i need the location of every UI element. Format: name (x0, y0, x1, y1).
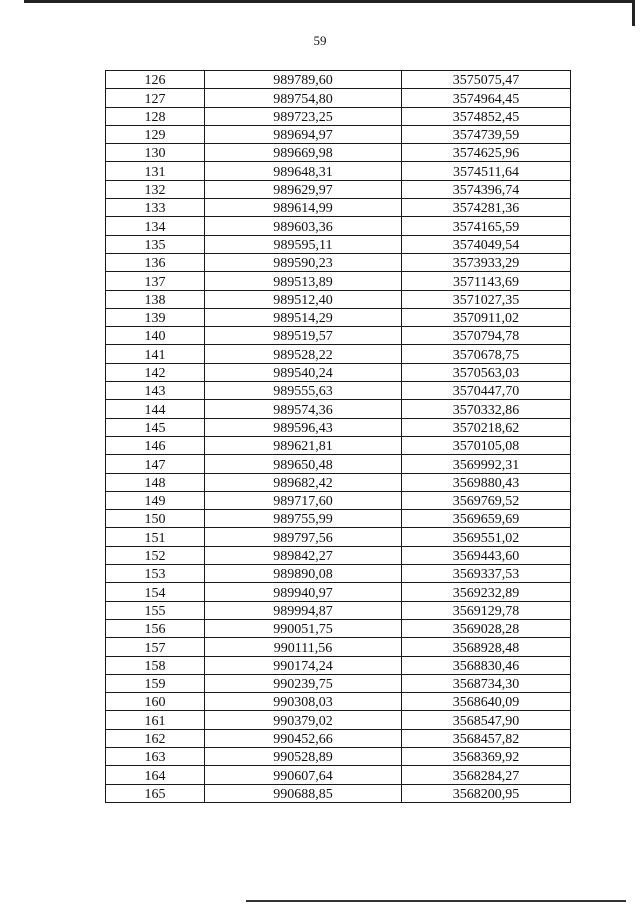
y-coordinate-cell: 3574281,36 (402, 199, 571, 217)
table-row (106, 162, 571, 180)
table-row (106, 766, 571, 784)
table-row (106, 565, 571, 583)
y-coordinate-cell: 3569443,60 (402, 546, 571, 564)
x-coordinate-cell: 989723,25 (205, 107, 402, 125)
x-coordinate-cell: 990308,03 (205, 693, 402, 711)
y-coordinate-cell: 3568928,48 (402, 638, 571, 656)
point-number-cell: 158 (106, 656, 205, 674)
y-coordinate-cell: 3570911,02 (402, 308, 571, 326)
table-row (106, 473, 571, 491)
table-row (106, 455, 571, 473)
x-coordinate-cell: 989682,42 (205, 473, 402, 491)
point-number-cell: 165 (106, 784, 205, 802)
y-coordinate-cell: 3570794,78 (402, 327, 571, 345)
y-coordinate-cell: 3568640,09 (402, 693, 571, 711)
table-row (106, 382, 571, 400)
table-row (106, 125, 571, 143)
table-row (106, 345, 571, 363)
x-coordinate-cell: 989555,63 (205, 382, 402, 400)
x-coordinate-cell: 989994,87 (205, 601, 402, 619)
point-number-cell: 131 (106, 162, 205, 180)
x-coordinate-cell: 990111,56 (205, 638, 402, 656)
table-row (106, 747, 571, 765)
y-coordinate-cell: 3568200,95 (402, 784, 571, 802)
point-number-cell: 137 (106, 272, 205, 290)
x-coordinate-cell: 989528,22 (205, 345, 402, 363)
table-row (106, 308, 571, 326)
table-row (106, 619, 571, 637)
point-number-cell: 136 (106, 253, 205, 271)
y-coordinate-cell: 3568284,27 (402, 766, 571, 784)
y-coordinate-cell: 3574396,74 (402, 180, 571, 198)
y-coordinate-cell: 3568734,30 (402, 674, 571, 692)
x-coordinate-cell: 989789,60 (205, 71, 402, 89)
y-coordinate-cell: 3570447,70 (402, 382, 571, 400)
y-coordinate-cell: 3571027,35 (402, 290, 571, 308)
x-coordinate-cell: 990688,85 (205, 784, 402, 802)
x-coordinate-cell: 989629,97 (205, 180, 402, 198)
point-number-cell: 140 (106, 327, 205, 345)
point-number-cell: 157 (106, 638, 205, 656)
point-number-cell: 163 (106, 747, 205, 765)
y-coordinate-cell: 3569880,43 (402, 473, 571, 491)
point-number-cell: 141 (106, 345, 205, 363)
table-row (106, 546, 571, 564)
y-coordinate-cell: 3574964,45 (402, 89, 571, 107)
point-number-cell: 151 (106, 528, 205, 546)
y-coordinate-cell: 3569232,89 (402, 583, 571, 601)
point-number-cell: 148 (106, 473, 205, 491)
y-coordinate-cell: 3569551,02 (402, 528, 571, 546)
point-number-cell: 155 (106, 601, 205, 619)
table-row (106, 180, 571, 198)
x-coordinate-cell: 989519,57 (205, 327, 402, 345)
y-coordinate-cell: 3569992,31 (402, 455, 571, 473)
y-coordinate-cell: 3574049,54 (402, 235, 571, 253)
y-coordinate-cell: 3570678,75 (402, 345, 571, 363)
page-number: 59 (313, 33, 327, 48)
y-coordinate-cell: 3573933,29 (402, 253, 571, 271)
table-row (106, 418, 571, 436)
table-row (106, 217, 571, 235)
table-row (106, 235, 571, 253)
table-row (106, 107, 571, 125)
table-row (106, 583, 571, 601)
point-number-cell: 130 (106, 144, 205, 162)
table-row (106, 729, 571, 747)
point-number-cell: 134 (106, 217, 205, 235)
x-coordinate-cell: 989513,89 (205, 272, 402, 290)
scan-edge-right (632, 0, 635, 26)
point-number-cell: 149 (106, 491, 205, 509)
table-row (106, 711, 571, 729)
point-number-cell: 144 (106, 400, 205, 418)
table-row (106, 89, 571, 107)
point-number-cell: 153 (106, 565, 205, 583)
table-row (106, 674, 571, 692)
x-coordinate-cell: 989648,31 (205, 162, 402, 180)
x-coordinate-cell: 990174,24 (205, 656, 402, 674)
point-number-cell: 135 (106, 235, 205, 253)
point-number-cell: 126 (106, 71, 205, 89)
y-coordinate-cell: 3574852,45 (402, 107, 571, 125)
y-coordinate-cell: 3571143,69 (402, 272, 571, 290)
table-row (106, 272, 571, 290)
table-row (106, 528, 571, 546)
y-coordinate-cell: 3568547,90 (402, 711, 571, 729)
point-number-cell: 129 (106, 125, 205, 143)
x-coordinate-cell: 989797,56 (205, 528, 402, 546)
x-coordinate-cell: 989574,36 (205, 400, 402, 418)
y-coordinate-cell: 3570332,86 (402, 400, 571, 418)
point-number-cell: 154 (106, 583, 205, 601)
point-number-cell: 143 (106, 382, 205, 400)
point-number-cell: 142 (106, 363, 205, 381)
x-coordinate-cell: 990379,02 (205, 711, 402, 729)
table-row (106, 363, 571, 381)
y-coordinate-cell: 3569659,69 (402, 510, 571, 528)
table-row (106, 510, 571, 528)
scan-edge-top (24, 0, 634, 3)
y-coordinate-cell: 3569337,53 (402, 565, 571, 583)
x-coordinate-cell: 989514,29 (205, 308, 402, 326)
point-number-cell: 161 (106, 711, 205, 729)
x-coordinate-cell: 990607,64 (205, 766, 402, 784)
table-row (106, 638, 571, 656)
x-coordinate-cell: 989754,80 (205, 89, 402, 107)
table-row (106, 253, 571, 271)
scan-edge-bottom (246, 900, 626, 902)
point-number-cell: 139 (106, 308, 205, 326)
x-coordinate-cell: 989717,60 (205, 491, 402, 509)
point-number-cell: 138 (106, 290, 205, 308)
x-coordinate-cell: 989603,36 (205, 217, 402, 235)
table-row (106, 290, 571, 308)
table-row (106, 436, 571, 454)
x-coordinate-cell: 989596,43 (205, 418, 402, 436)
y-coordinate-cell: 3568830,46 (402, 656, 571, 674)
x-coordinate-cell: 989590,23 (205, 253, 402, 271)
point-number-cell: 146 (106, 436, 205, 454)
coordinates-table (105, 70, 571, 803)
x-coordinate-cell: 989621,81 (205, 436, 402, 454)
table-row (106, 71, 571, 89)
table-row (106, 693, 571, 711)
table-row (106, 601, 571, 619)
y-coordinate-cell: 3574511,64 (402, 162, 571, 180)
table-row (106, 784, 571, 802)
point-number-cell: 156 (106, 619, 205, 637)
y-coordinate-cell: 3568369,92 (402, 747, 571, 765)
x-coordinate-cell: 989890,08 (205, 565, 402, 583)
x-coordinate-cell: 990452,66 (205, 729, 402, 747)
table-row (106, 327, 571, 345)
point-number-cell: 132 (106, 180, 205, 198)
point-number-cell: 162 (106, 729, 205, 747)
table-row (106, 400, 571, 418)
point-number-cell: 160 (106, 693, 205, 711)
x-coordinate-cell: 990239,75 (205, 674, 402, 692)
point-number-cell: 159 (106, 674, 205, 692)
x-coordinate-cell: 989614,99 (205, 199, 402, 217)
point-number-cell: 128 (106, 107, 205, 125)
table-row (106, 656, 571, 674)
y-coordinate-cell: 3570218,62 (402, 418, 571, 436)
table-row (106, 491, 571, 509)
x-coordinate-cell: 989650,48 (205, 455, 402, 473)
table-row (106, 199, 571, 217)
x-coordinate-cell: 989694,97 (205, 125, 402, 143)
y-coordinate-cell: 3569028,28 (402, 619, 571, 637)
point-number-cell: 145 (106, 418, 205, 436)
y-coordinate-cell: 3568457,82 (402, 729, 571, 747)
y-coordinate-cell: 3575075,47 (402, 71, 571, 89)
y-coordinate-cell: 3570563,03 (402, 363, 571, 381)
point-number-cell: 150 (106, 510, 205, 528)
point-number-cell: 147 (106, 455, 205, 473)
y-coordinate-cell: 3574165,59 (402, 217, 571, 235)
x-coordinate-cell: 989669,98 (205, 144, 402, 162)
x-coordinate-cell: 989755,99 (205, 510, 402, 528)
coordinates-table-body (106, 71, 571, 803)
y-coordinate-cell: 3569129,78 (402, 601, 571, 619)
point-number-cell: 133 (106, 199, 205, 217)
x-coordinate-cell: 989842,27 (205, 546, 402, 564)
x-coordinate-cell: 989512,40 (205, 290, 402, 308)
y-coordinate-cell: 3574625,96 (402, 144, 571, 162)
x-coordinate-cell: 990051,75 (205, 619, 402, 637)
point-number-cell: 164 (106, 766, 205, 784)
point-number-cell: 152 (106, 546, 205, 564)
x-coordinate-cell: 990528,89 (205, 747, 402, 765)
x-coordinate-cell: 989595,11 (205, 235, 402, 253)
x-coordinate-cell: 989940,97 (205, 583, 402, 601)
point-number-cell: 127 (106, 89, 205, 107)
x-coordinate-cell: 989540,24 (205, 363, 402, 381)
y-coordinate-cell: 3569769,52 (402, 491, 571, 509)
y-coordinate-cell: 3570105,08 (402, 436, 571, 454)
y-coordinate-cell: 3574739,59 (402, 125, 571, 143)
table-row (106, 144, 571, 162)
